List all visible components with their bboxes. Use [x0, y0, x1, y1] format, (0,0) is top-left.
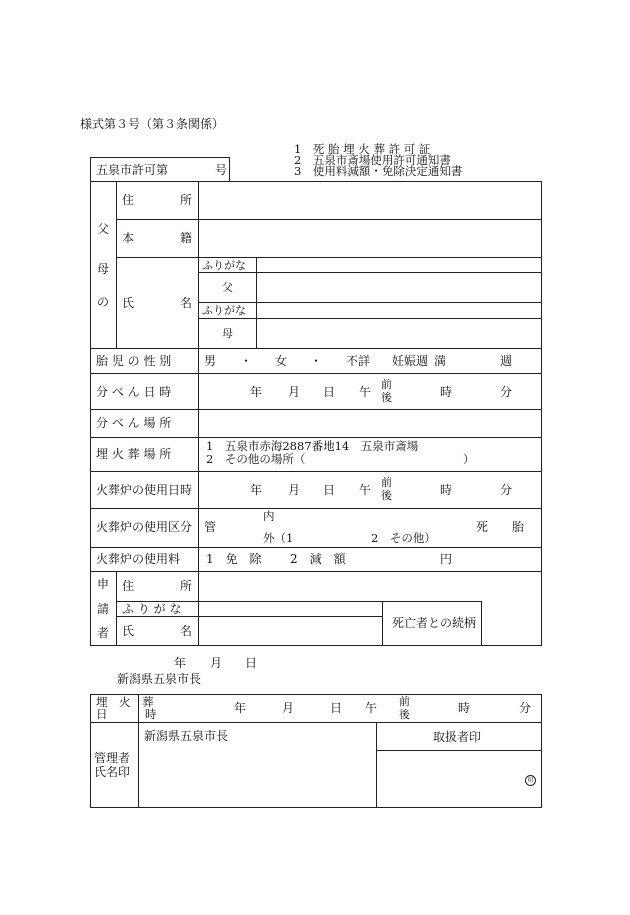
- fetus-sex-label: 胎 児 の 性 別: [96, 354, 172, 368]
- burial-place-label: 埋 火 葬 場 所: [96, 447, 172, 461]
- crem-hour: 時: [440, 483, 453, 497]
- issue-day: 日: [245, 656, 258, 670]
- parents-address-field[interactable]: [199, 182, 541, 219]
- applicant-name-field[interactable]: [199, 617, 382, 645]
- applicant-char-3: 者: [97, 626, 110, 640]
- parents-address-label-2: 所: [180, 193, 193, 207]
- crematorium-datetime-label: 火葬炉の使用日時: [96, 483, 193, 497]
- manager-name: 新潟県五泉市長: [144, 729, 229, 743]
- form-label: 様式第３号（第３条関係）: [80, 117, 225, 131]
- delivery-am[interactable]: 前: [381, 378, 392, 391]
- bottom-hour: 時: [458, 701, 471, 715]
- applicant-name-label-2: 名: [180, 624, 193, 638]
- fee-exempt[interactable]: 1 免 除: [206, 552, 262, 566]
- issue-month: 月: [210, 656, 223, 670]
- burial-date-label-top: 埋 火 葬: [96, 695, 154, 709]
- manager-label-1: 管理者: [94, 751, 131, 765]
- relation-field[interactable]: [482, 602, 541, 645]
- sex-female[interactable]: 女: [275, 354, 288, 368]
- division-kan: 管: [204, 520, 217, 534]
- applicant-char-2: 請: [97, 602, 110, 616]
- issuer-name: 新潟県五泉市長: [117, 672, 202, 686]
- delivery-datetime-label: 分 べ ん 日 時: [96, 385, 172, 399]
- father-furigana-field[interactable]: [257, 258, 541, 272]
- fee-reduced[interactable]: 2 減 額: [290, 552, 346, 566]
- seal-icon: 印: [525, 775, 536, 786]
- parents-domicile-label-2: 籍: [180, 231, 193, 245]
- delivery-noon: 午: [359, 385, 372, 399]
- title-3: 3 使用料減額・免除決定通知書: [294, 164, 463, 178]
- delivery-year: 年: [250, 385, 263, 399]
- handler-seal-label: 取扱者印: [433, 730, 482, 744]
- burial-place-option-1[interactable]: 1 五泉市赤海2887番地14 五泉市斎場: [206, 439, 419, 453]
- crematorium-fee-label: 火葬炉の使用料: [96, 552, 181, 566]
- division-outer[interactable]: 外（1: [263, 531, 294, 545]
- applicant-furigana-label: ふ り が な: [122, 602, 182, 616]
- bottom-am[interactable]: 前: [399, 695, 410, 708]
- parents-domicile-field[interactable]: [199, 220, 541, 257]
- pregnancy-label: 妊娠週: [392, 354, 429, 368]
- crem-minute: 分: [500, 483, 513, 497]
- parents-address-label-1: 住: [122, 193, 135, 207]
- crem-day: 日: [323, 483, 336, 497]
- division-tai: 胎: [512, 520, 525, 534]
- mother-furigana-field[interactable]: [257, 303, 541, 318]
- crem-year: 年: [250, 483, 263, 497]
- handler-seal-field[interactable]: [377, 751, 541, 807]
- crem-noon: 午: [359, 483, 372, 497]
- division-inner[interactable]: 内: [263, 509, 275, 523]
- delivery-month: 月: [288, 385, 301, 399]
- relation-label: 死亡者との続柄: [392, 616, 477, 630]
- mother-label: 母: [222, 327, 233, 340]
- father-name-field[interactable]: [257, 273, 541, 302]
- mother-name-field[interactable]: [257, 319, 541, 348]
- crematorium-division-label: 火葬炉の使用区分: [96, 520, 193, 534]
- furigana-1-label: ふりがな: [202, 259, 246, 272]
- bottom-year: 年: [234, 701, 247, 715]
- furigana-2-label: ふりがな: [202, 304, 246, 317]
- bottom-minute: 分: [519, 701, 532, 715]
- burial-place-paren-close: ）: [463, 452, 475, 466]
- sex-dot-2: ・: [310, 354, 323, 368]
- parents-char-3: の: [97, 295, 110, 309]
- delivery-pm[interactable]: 後: [381, 391, 392, 404]
- permit-suffix: 号: [215, 163, 228, 177]
- crem-am[interactable]: 前: [381, 476, 392, 489]
- pregnancy-week: 週: [500, 354, 513, 368]
- burial-place-option-2[interactable]: 2 その他の場所（: [206, 452, 306, 466]
- applicant-char-1: 申: [97, 577, 110, 591]
- issue-year: 年: [174, 656, 187, 670]
- applicant-address-field[interactable]: [199, 572, 541, 601]
- parents-name-label-2: 名: [180, 296, 193, 310]
- delivery-place-label: 分 べ ん 場 所: [96, 416, 172, 430]
- parents-name-label-1: 氏: [122, 296, 135, 310]
- bottom-noon: 午: [365, 701, 378, 715]
- bottom-pm[interactable]: 後: [399, 708, 410, 721]
- crem-month: 月: [288, 483, 301, 497]
- delivery-minute: 分: [500, 385, 513, 399]
- delivery-hour: 時: [440, 385, 453, 399]
- division-shi: 死: [476, 520, 489, 534]
- division-other[interactable]: 2 その他）: [371, 531, 436, 545]
- applicant-address-label-1: 住: [122, 579, 135, 593]
- fee-yen: 円: [440, 552, 453, 566]
- parents-char-1: 父: [97, 222, 110, 236]
- title-2: 2 五泉市斎場使用許可通知書: [294, 153, 451, 167]
- burial-date-label-day: 日: [96, 707, 108, 721]
- pregnancy-full: 満: [434, 354, 447, 368]
- applicant-name-label-1: 氏: [122, 624, 135, 638]
- bottom-month: 月: [282, 701, 295, 715]
- father-label: 父: [222, 281, 233, 294]
- delivery-place-field[interactable]: [199, 410, 541, 437]
- bottom-day: 日: [330, 701, 343, 715]
- manager-label-2: 氏名印: [94, 765, 131, 779]
- sex-unknown[interactable]: 不詳: [346, 354, 371, 368]
- title-1: 1 死 胎 埋 火 葬 許 可 証: [294, 142, 431, 156]
- delivery-day: 日: [323, 385, 336, 399]
- sex-dot-1: ・: [240, 354, 253, 368]
- permit-prefix: 五泉市許可第: [96, 163, 169, 177]
- parents-char-2: 母: [97, 262, 110, 276]
- applicant-address-label-2: 所: [180, 579, 193, 593]
- crem-pm[interactable]: 後: [381, 489, 392, 502]
- burial-date-label-time: 時: [145, 707, 157, 721]
- applicant-furigana-field[interactable]: [199, 602, 382, 616]
- parents-domicile-label-1: 本: [122, 231, 135, 245]
- sex-male[interactable]: 男: [204, 354, 217, 368]
